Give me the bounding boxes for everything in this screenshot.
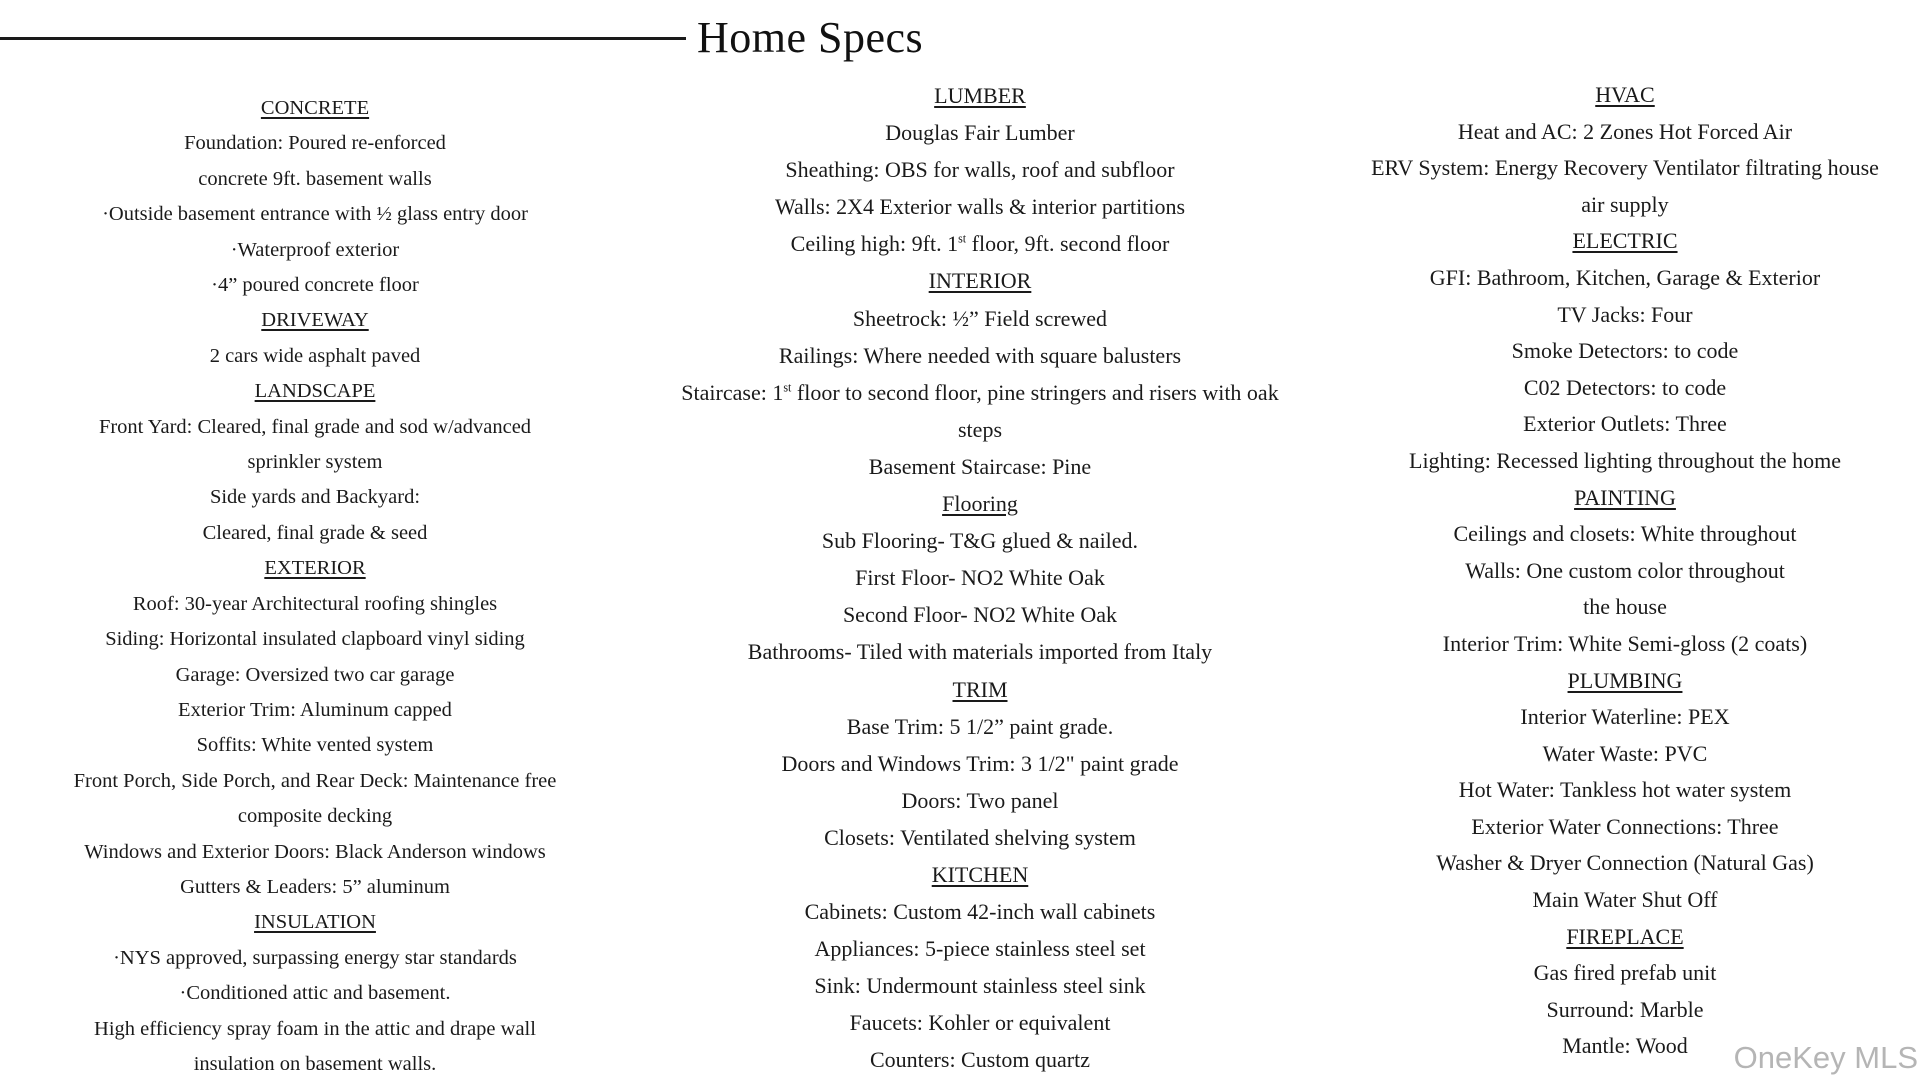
spec-line: Counters: Custom quartz bbox=[870, 1047, 1090, 1073]
spec-line: Faucets: Kohler or equivalent bbox=[849, 1010, 1111, 1036]
spec-line: Foundation: Poured re-enforced bbox=[184, 132, 446, 155]
section-heading: LUMBER bbox=[934, 83, 1026, 108]
spec-line: Base Trim: 5 1/2” paint grade. bbox=[846, 713, 1114, 739]
spec-line: Railings: Where needed with square balusters bbox=[778, 342, 1182, 368]
spec-line: Exterior Outlets: Three bbox=[1523, 411, 1727, 437]
section-heading: PAINTING bbox=[1574, 484, 1676, 510]
section-heading: Flooring bbox=[942, 491, 1018, 517]
spec-line: steps bbox=[958, 416, 1002, 442]
spec-line: Cabinets: Custom 42-inch wall cabinets bbox=[804, 899, 1156, 925]
spec-line: Mantle: Wood bbox=[1562, 1033, 1688, 1059]
spec-column-right bbox=[1335, 77, 1915, 1065]
spec-text: Staircase: 1 bbox=[681, 379, 784, 405]
spec-line: First Floor- NO2 White Oak bbox=[855, 565, 1105, 591]
spec-line: Gutters & Leaders: 5” aluminum bbox=[180, 875, 450, 898]
section-heading: KITCHEN bbox=[931, 861, 1029, 887]
spec-line: Sheathing: OBS for walls, roof and subfloor bbox=[785, 157, 1175, 183]
spec-line: Closets: Ventilated shelving system bbox=[824, 824, 1136, 850]
spec-line: air supply bbox=[1581, 191, 1669, 217]
spec-line: Second Floor- NO2 White Oak bbox=[842, 602, 1118, 628]
spec-line: Douglas Fair Lumber bbox=[885, 120, 1075, 146]
spec-line: Walls: One custom color throughout bbox=[1465, 557, 1785, 583]
spec-line: Walls: 2X4 Exterior walls & interior partitions bbox=[774, 194, 1186, 220]
spec-line: ·4” poured concrete floor bbox=[211, 274, 419, 297]
spec-line: the house bbox=[1583, 594, 1667, 620]
spec-line: Bathrooms- Tiled with materials imported from Italy bbox=[747, 639, 1213, 665]
spec-line: Front Porch, Side Porch, and Rear Deck: Maintenance free bbox=[73, 769, 557, 792]
spec-line: Exterior Trim: Aluminum capped bbox=[178, 698, 452, 721]
spec-line: Side yards and Backyard: bbox=[209, 486, 421, 509]
spec-line: Surround: Marble bbox=[1546, 996, 1704, 1022]
page-title: Home Specs bbox=[697, 13, 924, 62]
spec-line: Windows and Exterior Doors: Black Anderson windows bbox=[84, 840, 546, 863]
spec-text: Ceiling high: 9ft. 1 bbox=[790, 231, 959, 257]
spec-line: ·Conditioned attic and basement. bbox=[179, 982, 451, 1005]
spec-line: Hot Water: Tankless hot water system bbox=[1458, 777, 1792, 803]
spec-line: ·Waterproof exterior bbox=[230, 238, 400, 261]
spec-line: ·NYS approved, surpassing energy star standards bbox=[113, 946, 517, 969]
section-heading: PLUMBING bbox=[1567, 667, 1683, 693]
spec-line: Exterior Water Connections: Three bbox=[1471, 813, 1779, 839]
section-heading: FIREPLACE bbox=[1566, 923, 1684, 949]
spec-line: Doors and Windows Trim: 3 1/2" paint grade bbox=[781, 750, 1179, 776]
spec-line: Lighting: Recessed lighting throughout the home bbox=[1409, 447, 1841, 473]
spec-line: ERV System: Energy Recovery Ventilator filtrating house bbox=[1371, 155, 1879, 181]
onekey-mls-watermark: OneKey MLS bbox=[1733, 1040, 1918, 1075]
spec-line: Roof: 30-year Architectural roofing shingles bbox=[132, 592, 498, 615]
spec-line bbox=[630, 374, 1330, 411]
section-heading: INTERIOR bbox=[928, 268, 1032, 294]
section-heading: DRIVEWAY bbox=[261, 309, 369, 332]
spec-line: Basement Staircase: Pine bbox=[868, 453, 1092, 479]
section-heading: EXTERIOR bbox=[264, 557, 366, 580]
spec-text: floor to second floor, pine stringers and risers with oak bbox=[791, 379, 1279, 405]
section-heading: ELECTRIC bbox=[1572, 228, 1678, 254]
spec-line: Sink: Undermount stainless steel sink bbox=[814, 973, 1146, 999]
spec-line: Siding: Horizontal insulated clapboard vinyl siding bbox=[105, 628, 525, 651]
spec-line: Interior Waterline: PEX bbox=[1520, 704, 1730, 730]
spec-line: Appliances: 5-piece stainless steel set bbox=[814, 936, 1146, 962]
spec-text: floor, 9ft. second floor bbox=[966, 231, 1170, 257]
title-rule-line bbox=[0, 37, 686, 40]
spec-line: Gas fired prefab unit bbox=[1533, 960, 1717, 986]
spec-line: concrete 9ft. basement walls bbox=[198, 167, 432, 190]
spec-line: Interior Trim: White Semi-gloss (2 coats) bbox=[1442, 630, 1808, 656]
spec-line: composite decking bbox=[237, 805, 393, 828]
spec-line: Garage: Oversized two car garage bbox=[175, 663, 455, 686]
spec-line: Sub Flooring- T&G glued & nailed. bbox=[821, 528, 1139, 554]
spec-line: Soffits: White vented system bbox=[196, 734, 434, 757]
spec-line: Ceilings and closets: White throughout bbox=[1453, 521, 1797, 547]
spec-line: Water Waste: PVC bbox=[1542, 740, 1708, 766]
spec-line bbox=[630, 225, 1330, 262]
spec-line: TV Jacks: Four bbox=[1557, 301, 1693, 327]
spec-line: insulation on basement walls. bbox=[193, 1052, 437, 1075]
spec-line: Doors: Two panel bbox=[901, 787, 1059, 813]
spec-line: Sheetrock: ½” Field screwed bbox=[852, 305, 1108, 331]
spec-line: 2 cars wide asphalt paved bbox=[209, 344, 421, 367]
section-heading: LANDSCAPE bbox=[254, 380, 376, 403]
spec-line: Heat and AC: 2 Zones Hot Forced Air bbox=[1457, 118, 1793, 144]
ordinal-superscript: st bbox=[783, 380, 792, 395]
spec-line: C02 Detectors: to code bbox=[1523, 374, 1727, 400]
spec-line: Main Water Shut Off bbox=[1532, 887, 1718, 913]
spec-column-left bbox=[30, 91, 600, 1080]
spec-line: Cleared, final grade & seed bbox=[202, 521, 428, 544]
section-heading: HVAC bbox=[1595, 82, 1655, 107]
spec-line: Washer & Dryer Connection (Natural Gas) bbox=[1436, 850, 1814, 876]
spec-line: sprinkler system bbox=[247, 451, 383, 474]
spec-line: Front Yard: Cleared, final grade and sod w/advanced bbox=[98, 415, 532, 438]
section-heading: INSULATION bbox=[254, 911, 376, 934]
spec-column-middle bbox=[630, 77, 1330, 1079]
spec-line: Smoke Detectors: to code bbox=[1511, 338, 1739, 364]
section-heading: TRIM bbox=[952, 676, 1008, 702]
spec-line: ·Outside basement entrance with ½ glass entry door bbox=[102, 203, 528, 226]
spec-line: High efficiency spray foam in the attic and drape wall bbox=[94, 1017, 536, 1040]
spec-line: GFI: Bathroom, Kitchen, Garage & Exterior bbox=[1429, 264, 1821, 290]
ordinal-superscript: st bbox=[958, 232, 967, 247]
section-heading: CONCRETE bbox=[260, 97, 370, 119]
